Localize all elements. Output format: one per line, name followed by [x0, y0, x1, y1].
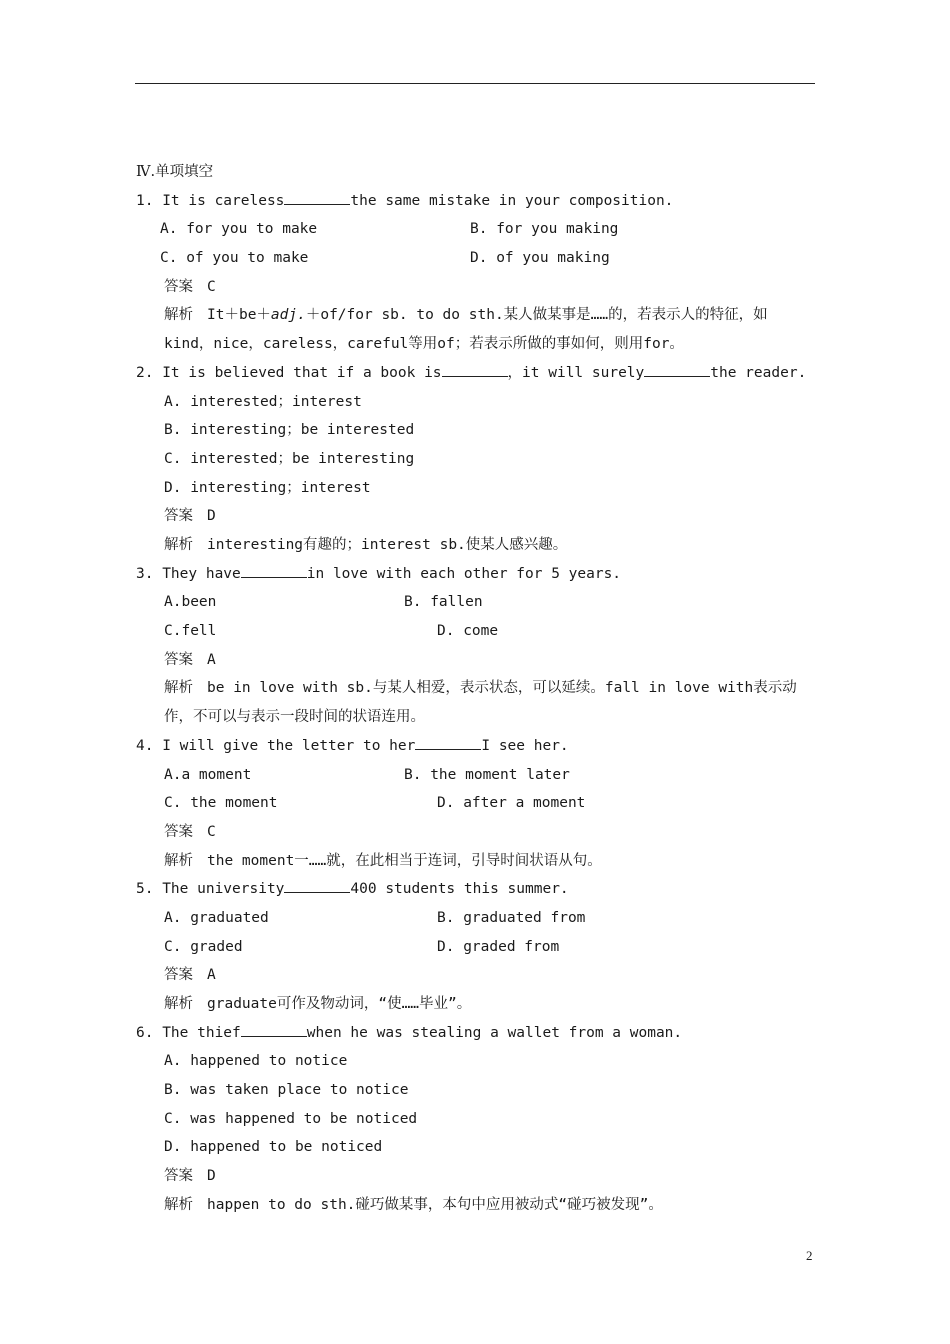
q6-explanation: 解析 happen to do sth.碰巧做某事，本句中应用被动式“碰巧被发现”。	[164, 1196, 663, 1213]
question-6: 6. The thief when he was stealing a wallet from a woman.	[136, 1019, 816, 1048]
answer-blank	[415, 735, 481, 750]
q5-option-c: C. graded	[164, 938, 243, 955]
section-title: Ⅳ.单项填空	[136, 164, 214, 180]
q1-options-ab	[136, 215, 816, 244]
q6-option-d: D. happened to be noticed	[164, 1139, 383, 1156]
question-4: 4. I will give the letter to her I see her.	[136, 732, 816, 761]
q3-options-cd	[136, 617, 816, 646]
page-number: 2	[806, 1248, 813, 1263]
q4-option-b: B. the moment later	[404, 766, 570, 783]
answer-blank	[442, 362, 508, 377]
q5-options-ab	[136, 904, 816, 933]
q1-answer: 答案 C	[164, 278, 216, 295]
q1-option-c: C. of you to make	[160, 250, 309, 267]
answer-blank	[644, 362, 710, 377]
q3-option-a: A.been	[164, 594, 217, 611]
q2-option-d: D. interesting；interest	[164, 479, 371, 496]
question-3: 3. They have in love with each other for 5 years.	[136, 560, 816, 589]
q1-explanation: 解析 It＋be＋adj.＋of/for sb. to do sth.某人做某事是……的，若表示人的特征，如kind，nice，careless，careful等用of；若表示所做的事如何，则用for。	[164, 307, 768, 353]
answer-blank	[284, 878, 350, 893]
q3-explanation: 解析 be in love with sb.与某人相爱，表示状态，可以延续。fall in love with表示动作，不可以与表示一段时间的状语连用。	[164, 680, 797, 726]
q4-options-ab	[136, 761, 816, 790]
q1-options-cd	[136, 244, 816, 273]
q5-options-cd	[136, 933, 816, 962]
q6-answer: 答案 D	[164, 1168, 216, 1185]
answer-blank	[284, 190, 350, 205]
q3-option-b: B. fallen	[404, 594, 483, 611]
q6-option-a: A. happened to notice	[164, 1053, 348, 1070]
q6-option-c: C. was happened to be noticed	[164, 1110, 418, 1127]
header-rule	[135, 83, 815, 84]
answer-blank	[241, 563, 307, 578]
q3-option-c: C.fell	[164, 623, 217, 640]
q2-answer: 答案 D	[164, 508, 216, 525]
q4-options-cd	[136, 789, 816, 818]
answer-blank	[241, 1022, 307, 1037]
q3-option-d: D. come	[437, 623, 499, 640]
q3-options-ab	[136, 588, 816, 617]
q5-answer: 答案 A	[164, 967, 216, 984]
q1-option-d: D. of you making	[470, 250, 610, 267]
q4-option-d: D. after a moment	[437, 795, 586, 812]
q5-option-a: A. graduated	[164, 909, 269, 926]
q5-explanation: 解析 graduate可作及物动词，“使……毕业”。	[164, 996, 472, 1013]
q2-option-b: B. interesting；be interested	[164, 422, 415, 439]
q2-option-c: C. interested；be interesting	[164, 450, 415, 467]
q4-explanation: 解析 the moment一……就，在此相当于连词，引导时间状语从句。	[164, 852, 602, 869]
q1-option-a: A. for you to make	[160, 221, 318, 238]
q5-option-d: D. graded from	[437, 938, 560, 955]
q1-option-b: B. for you making	[470, 221, 619, 238]
question-1: 1. It is careless the same mistake in your composition.	[136, 187, 816, 216]
q2-explanation: 解析 interesting有趣的；interest sb.使某人感兴趣。	[164, 536, 568, 553]
q3-answer: 答案 A	[164, 651, 216, 668]
q2-option-a: A. interested；interest	[164, 393, 362, 410]
question-2: 2. It is believed that if a book is ，it will surely the reader.	[136, 359, 816, 388]
q5-option-b: B. graduated from	[437, 909, 586, 926]
question-5: 5. The university 400 students this summer.	[136, 875, 816, 904]
q4-option-a: A.a moment	[164, 766, 252, 783]
q4-option-c: C. the moment	[164, 795, 278, 812]
q4-answer: 答案 C	[164, 823, 216, 840]
q6-option-b: B. was taken place to notice	[164, 1082, 409, 1099]
document-body	[136, 158, 816, 1220]
